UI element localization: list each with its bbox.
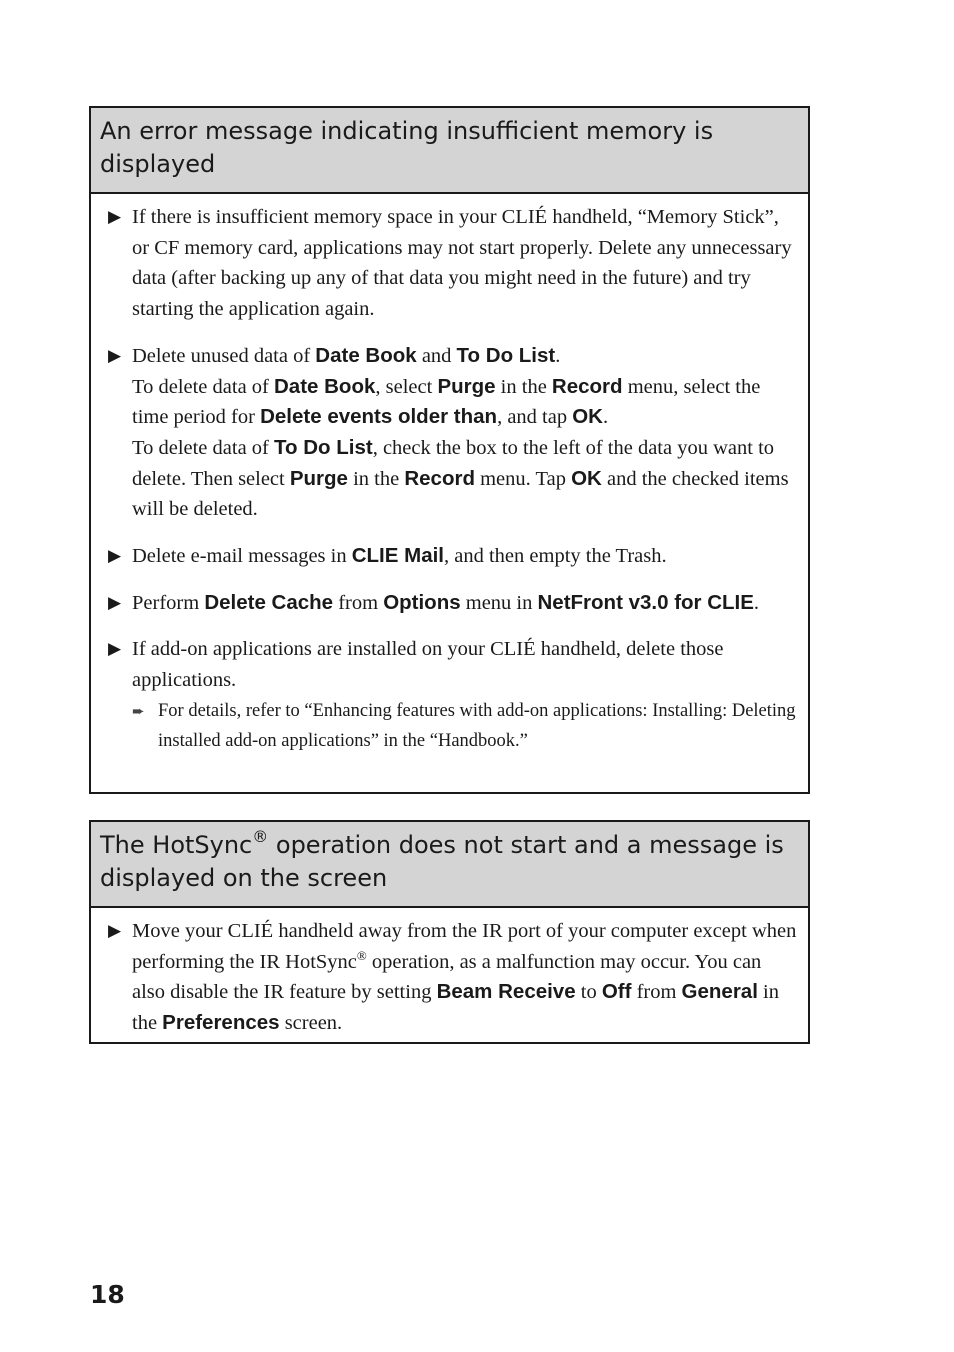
registered-mark: ®	[252, 827, 269, 846]
ui-term: OK	[572, 405, 603, 429]
page-number: 18	[90, 1280, 125, 1309]
triangle-bullet-icon: ▶	[108, 639, 122, 660]
ui-term: Beam Receive	[436, 980, 576, 1004]
triangle-bullet-icon: ▶	[108, 345, 122, 366]
reference-note: ➨ For details, refer to “Enhancing features with add-on applications: Installing: Deleting installed add-on applications” in the “Handbook.”	[132, 696, 798, 756]
ui-term: To Do List	[274, 435, 373, 459]
ui-term: Date Book	[315, 343, 417, 367]
ui-term: General	[681, 980, 758, 1004]
triangle-bullet-icon: ▶	[108, 592, 122, 613]
ui-term: OK	[571, 466, 602, 490]
list-item: ▶ Perform Delete Cache from Options menu in NetFront v3.0 for CLIE.	[108, 588, 798, 619]
ui-term: Off	[601, 980, 632, 1004]
list-item: ▶ If add-on applications are installed on your CLIÉ handheld, delete those applications. ➨ For details, refer to “Enhancing features with add-on applications: Installing: Deleting installed add-on applications” in the “Handbook.”	[108, 634, 798, 755]
ui-term: NetFront v3.0 for CLIE	[537, 590, 754, 614]
list-item: ▶ If there is insufficient memory space in your CLIÉ handheld, “Memory Stick”, or CF memory card, applications may not start properly. Delete any unnecessary data (after backing up any of that data you might need in the future) and try starting the application again.	[108, 202, 798, 325]
ui-term: Purge	[437, 374, 496, 398]
ui-term: Date Book	[274, 374, 376, 398]
ui-term: Purge	[289, 466, 348, 490]
ui-term: Record	[404, 466, 475, 490]
arrow-right-icon: ➨	[132, 701, 145, 720]
section-heading: The HotSync® operation does not start and a message is displayed on the screen	[91, 822, 808, 908]
troubleshooting-box-memory	[89, 106, 810, 794]
list-item: ▶ Delete e-mail messages in CLIE Mail, and then empty the Trash.	[108, 541, 798, 572]
ui-term: Delete Cache	[204, 590, 334, 614]
list-item: ▶ Delete unused data of Date Book and To Do List. To delete data of Date Book, select Purge in the Record menu, select the time period for Delete events older than, and tap OK. To delete data of To Do List, check the box to the left of the data you want to delete. Then select Purge in the Record menu. Tap OK and the checked items will be deleted.	[108, 341, 798, 525]
triangle-bullet-icon: ▶	[108, 921, 122, 941]
ui-term: Options	[383, 590, 461, 614]
ui-term: Preferences	[162, 1011, 280, 1035]
section-heading: An error message indicating insufficient memory is displayed	[91, 108, 808, 194]
ui-term: CLIE Mail	[351, 544, 444, 568]
ui-term: Delete events older than	[260, 405, 498, 429]
triangle-bullet-icon: ▶	[108, 207, 122, 227]
triangle-bullet-icon: ▶	[108, 546, 122, 567]
list-item: ▶ Move your CLIÉ handheld away from the IR port of your computer except when performing the IR HotSync® operation, as a malfunction may occur. You can also disable the IR feature by setting Beam Receive to Off from General in the Preferences screen.	[108, 916, 798, 1039]
item-list	[91, 194, 808, 756]
item-list	[91, 908, 808, 1039]
troubleshooting-box-hotsync	[89, 820, 810, 1044]
ui-term: To Do List	[456, 343, 556, 367]
registered-mark: ®	[356, 947, 367, 963]
ui-term: Record	[551, 374, 623, 398]
